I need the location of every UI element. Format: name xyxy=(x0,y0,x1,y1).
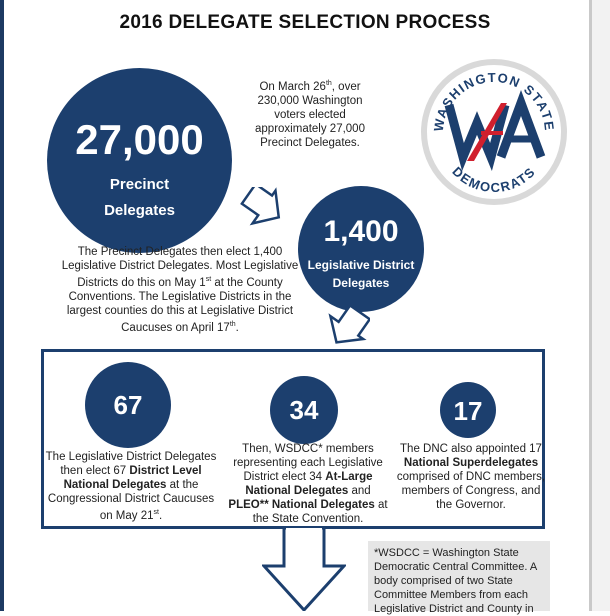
at-large-delegates-circle xyxy=(270,376,338,444)
at-large-delegates-count: 34 xyxy=(289,395,319,425)
logo-top-text: WASHINGTON STATE xyxy=(430,69,558,133)
step3a-description: The Legislative District Delegates then elect 67 District Level National Delegates at the Congressional District Caucuses on May 21st. xyxy=(45,451,217,522)
precinct-delegates-count: 27,000 xyxy=(75,116,204,163)
superdelegates-circle xyxy=(440,382,496,438)
washington-state-democrats-logo xyxy=(419,57,569,205)
arrow-down-left-icon xyxy=(322,306,370,350)
district-level-delegates-count: 67 xyxy=(113,390,143,420)
wsdcc-footnote: *WSDCC = Washington State Democratic Central Committee. A body comprised of two State Committee Members from each Legislative District and County in xyxy=(368,541,550,611)
legislative-district-delegates-count: 1,400 xyxy=(323,215,399,248)
step3c-description: The DNC also appointed 17 National Superdelegates comprised of DNC members, members of Congress, and the Governor. xyxy=(396,443,546,511)
legislative-district-delegates-circle xyxy=(298,186,424,312)
superdelegates-count: 17 xyxy=(453,396,483,426)
page-title: 2016 DELEGATE SELECTION PROCESS xyxy=(119,12,491,33)
district-level-delegates-circle xyxy=(85,362,171,448)
precinct-delegates-circle xyxy=(47,68,232,253)
step3b-description: Then, WSDCC* members representing each Legislative District elect 34 At-Large National Delegates and PLEO** National Delegates at the State Convention. xyxy=(228,443,388,525)
logo-bottom-text: DEMOCRATS xyxy=(449,163,539,196)
page-right-margin xyxy=(592,0,610,611)
arrow-down-icon xyxy=(262,528,346,611)
page-right-border xyxy=(589,0,592,611)
step2-description: The Precinct Delegates then elect 1,400 Legislative District Delegates. Most Legislative Districts do this on May 1st at the County Conventions. The Legislative Districts in the largest counties do this at Legislative District Caucuses on April 17th. xyxy=(61,246,299,334)
page-left-border xyxy=(0,0,4,611)
arrow-right-down-icon xyxy=(240,187,288,227)
step1-description: On March 26th, over 230,000 Washington voters elected approximately 27,000 Precinct Delegates. xyxy=(255,80,365,149)
legislative-district-delegates-label: Legislative District Delegates xyxy=(307,258,415,290)
precinct-delegates-label: Precinct Delegates xyxy=(104,176,175,219)
